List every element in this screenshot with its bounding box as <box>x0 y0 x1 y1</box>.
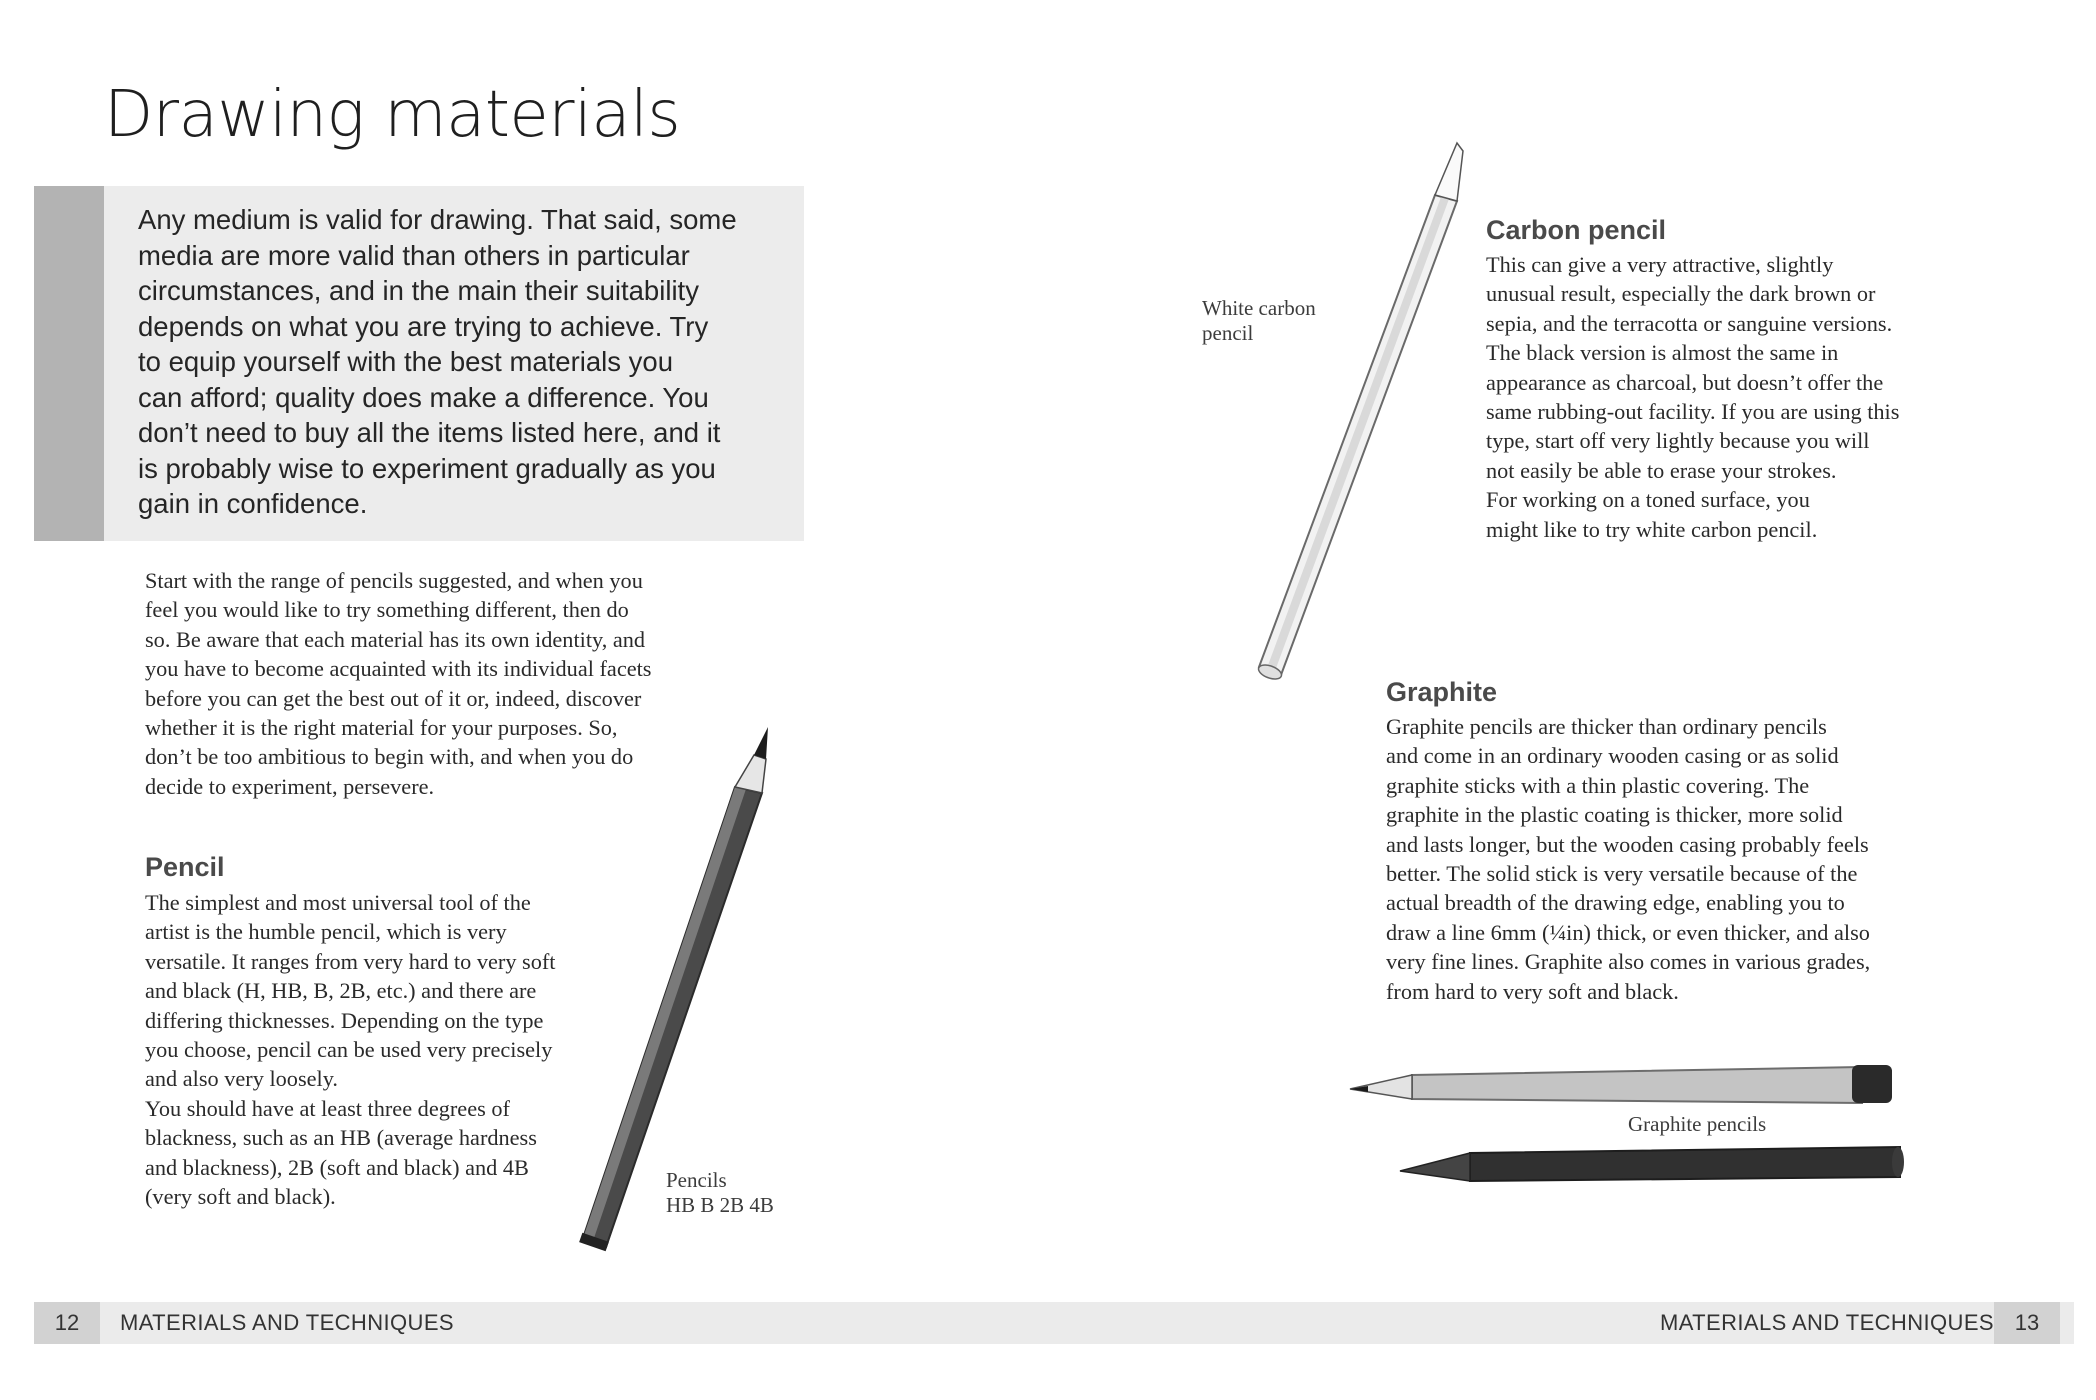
carbon-pencil-paragraph: This can give a very attractive, slightly unusual result, especially the dark brown or sepia, and the terracotta or sanguine versions. The black version is almost the same in appearance as charcoal, but doesn’t offer the same rubbing-out facility. If you are using this type, start off very lightly because you will not easily be able to erase your strokes. For working on a toned surface, you might like to try white carbon pencil. <box>1486 252 1900 542</box>
graphite-paragraph: Graphite pencils are thicker than ordinary pencils and come in an ordinary wooden casing or as solid graphite sticks with a thin plastic covering. The graphite in the plastic coating is thicker, more solid and lasts longer, but the wooden casing probably feels better. The solid stick is very versatile because of the actual breadth of the drawing edge, enabling you to draw a line 6mm (¼in) thick, or even thicker, and also very fine lines. Graphite also comes in various grades, from hard to very soft and black. <box>1386 714 1871 1004</box>
left-page-number: 12 <box>54 1310 80 1335</box>
start-paragraph: Start with the range of pencils suggested, and when you feel you would like to try something different, then do so. Be aware that each material has its own identity, and you have to become acquainted with its individual facets before you can get the best out of it or, indeed, discover whether it is the right material for your purposes. So, don’t be too ambitious to begin with, and when you do decide to experiment, persevere. <box>145 568 652 799</box>
pencil-paragraph: The simplest and most universal tool of the artist is the humble pencil, which is very versatile. It ranges from very hard to very soft and black (H, HB, B, 2B, etc.) and there are differing thicknesses. Depending on the type you choose, pencil can be used very precisely and also very loosely. You should have at least three degrees of blackness, such as an HB (average hardness and blackness), 2B (soft and black) and 4B (very soft and black). <box>145 890 556 1210</box>
pencils-caption: Pencils HB B 2B 4B <box>666 1168 774 1217</box>
right-running-head: MATERIALS AND TECHNIQUES <box>1660 1310 1994 1335</box>
graphite-caption: Graphite pencils <box>1628 1112 1767 1136</box>
carbon-pencil-heading: Carbon pencil <box>1486 215 1667 245</box>
white-carbon-pencil-illustration-icon <box>1245 135 1475 690</box>
page-title: Drawing materials <box>104 78 681 152</box>
pencil-heading: Pencil <box>145 852 225 882</box>
white-carbon-caption: White carbon pencil <box>1202 296 1316 345</box>
graphite-heading: Graphite <box>1386 677 1498 707</box>
right-page-number: 13 <box>2014 1310 2040 1335</box>
left-running-head: MATERIALS AND TECHNIQUES <box>120 1310 454 1335</box>
intro-accent-bar <box>34 186 104 541</box>
intro-paragraph: Any medium is valid for drawing. That said, some media are more valid than others in particular circumstances, and in the main their suitability depends on what you are trying to achieve. Try to equip yourself with the best materials you can afford; quality does make a difference. You don’t need to buy all the items listed here, and it is probably wise to experiment gradually as you gain in confidence. <box>138 204 737 519</box>
